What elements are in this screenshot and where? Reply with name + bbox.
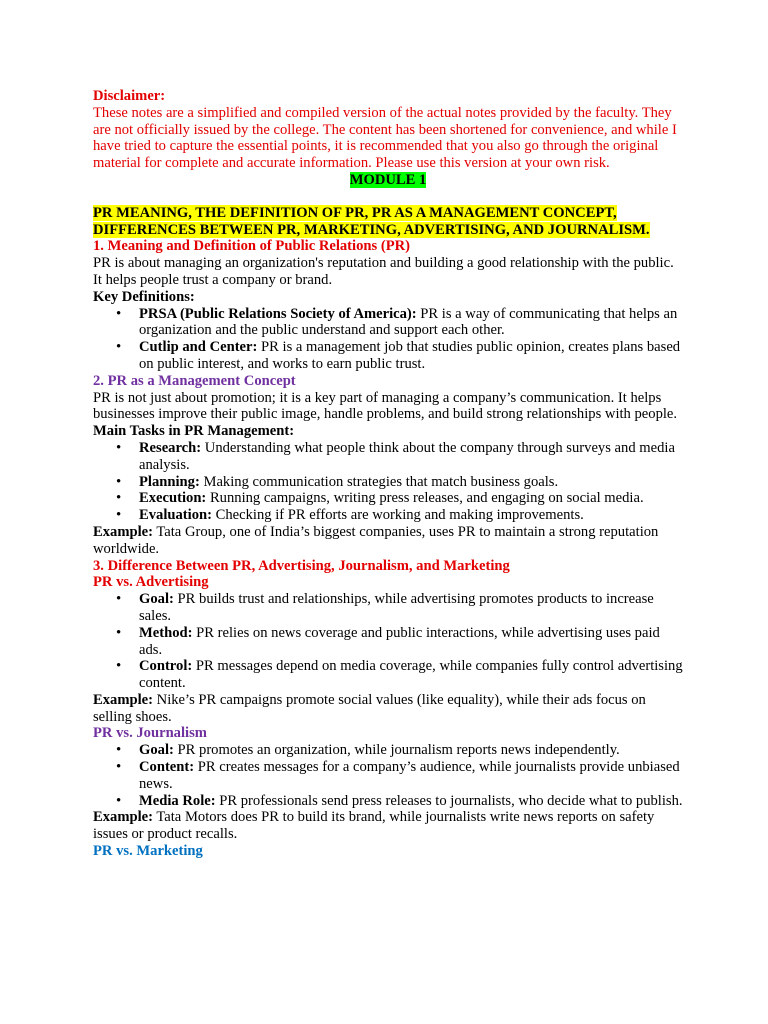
module-heading: MODULE 1 — [349, 171, 427, 188]
document-content — [93, 88, 683, 860]
task-text: Running campaigns, writing press releases, and engaging on social media. — [206, 490, 644, 507]
section-2-title: 2. PR as a Management Concept — [93, 372, 296, 389]
main-tasks-label: Main Tasks in PR Management: — [93, 423, 295, 440]
term: Research: — [139, 439, 202, 456]
section-1-title: 1. Meaning and Definition of Public Relations (PR) — [93, 238, 411, 255]
module-heading-line — [93, 172, 683, 189]
list-item — [139, 793, 683, 810]
key-definitions-list — [93, 306, 683, 373]
list-item — [139, 440, 683, 474]
term: Evaluation: — [139, 507, 212, 524]
example-label: Example: — [93, 691, 153, 708]
topic-heading-line — [93, 205, 683, 239]
term: Method: — [139, 624, 193, 641]
list-item — [139, 490, 683, 507]
definition-text: PR is a way of communicating that helps an organization and the public understand and support each other. — [139, 305, 678, 339]
pr-vs-journalism-list — [93, 742, 683, 809]
definition-text: PR is a management job that studies public opinion, creates plans based on public interest, and works to earn public trust. — [139, 339, 681, 372]
list-item — [139, 306, 683, 340]
section-3-title: 3. Difference Between PR, Advertising, Journalism, and Marketing — [93, 557, 510, 574]
pr-vs-advertising-list — [93, 591, 683, 692]
term: Planning: — [139, 473, 200, 490]
example-text: Nike’s PR campaigns promote social values (like equality), while their ads focus on selling shoes. — [93, 691, 646, 725]
list-item — [139, 759, 683, 793]
task-text: Understanding what people think about the company through surveys and media analysis. — [139, 439, 675, 473]
item-text: PR promotes an organization, while journalism reports news independently. — [173, 742, 620, 759]
term: Goal: — [139, 591, 174, 608]
example-text: Tata Motors does PR to build its brand, while journalists write news reports on safety issues or product recalls. — [93, 809, 655, 843]
item-text: PR messages depend on media coverage, while companies fully control advertising content. — [139, 658, 683, 692]
disclaimer-text: These notes are a simplified and compiled version of the actual notes provided by the faculty. They are not officially issued by the college. The content has been shortened for convenience, and while I have tried to capture the essential points, it is recommended that you also go through the original material for complete and accurate information. Please use this version at your own risk. — [93, 104, 677, 172]
term: Control: — [139, 658, 193, 675]
term: Goal: — [139, 742, 174, 759]
list-item — [139, 474, 683, 491]
item-text: PR professionals send press releases to journalists, who decide what to publish. — [215, 792, 683, 809]
term: Content: — [139, 759, 195, 776]
example-text: Tata Group, one of India’s biggest companies, uses PR to maintain a strong reputation worldwide. — [93, 523, 659, 557]
advertising-example — [93, 692, 683, 726]
journalism-example — [93, 809, 683, 843]
item-text: PR builds trust and relationships, while advertising promotes products to increase sales. — [139, 591, 654, 624]
list-item — [139, 339, 683, 373]
pr-vs-marketing-title: PR vs. Marketing — [93, 843, 203, 860]
term: Cutlip and Center: — [139, 339, 258, 356]
item-text: PR relies on news coverage and public interactions, while advertising uses paid ads. — [139, 624, 660, 658]
list-item — [139, 625, 683, 659]
list-item — [139, 658, 683, 692]
list-item — [139, 742, 683, 759]
example-label: Example: — [93, 523, 153, 540]
section-2-paragraph: PR is not just about promotion; it is a key part of managing a company’s communication. It helps businesses improve their public image, handle problems, and build strong relationships with people. — [93, 389, 678, 423]
term: PRSA (Public Relations Society of America): — [139, 305, 417, 322]
main-tasks-list — [93, 440, 683, 524]
term: Media Role: — [139, 792, 216, 809]
task-text: Making communication strategies that match business goals. — [199, 473, 559, 490]
list-item — [139, 591, 683, 625]
section-1-paragraph: PR is about managing an organization's reputation and building a good relationship with the public. It helps people trust a company or brand. — [93, 255, 674, 288]
pr-vs-journalism-title: PR vs. Journalism — [93, 725, 207, 742]
example-label: Example: — [93, 809, 153, 826]
task-text: Checking if PR efforts are working and making improvements. — [211, 507, 584, 524]
topic-heading: PR MEANING, THE DEFINITION OF PR, PR AS A MANAGEMENT CONCEPT, DIFFERENCES BETWEEN PR, MARKETING, ADVERTISING, AND JOURNALISM. — [93, 204, 650, 238]
list-item — [139, 507, 683, 524]
term: Execution: — [139, 490, 207, 507]
disclaimer-title: Disclaimer: — [93, 88, 166, 104]
key-definitions-label: Key Definitions: — [93, 288, 195, 305]
pr-vs-advertising-title: PR vs. Advertising — [93, 574, 209, 591]
item-text: PR creates messages for a company’s audience, while journalists provide unbiased news. — [139, 759, 680, 792]
section-2-example — [93, 524, 683, 558]
